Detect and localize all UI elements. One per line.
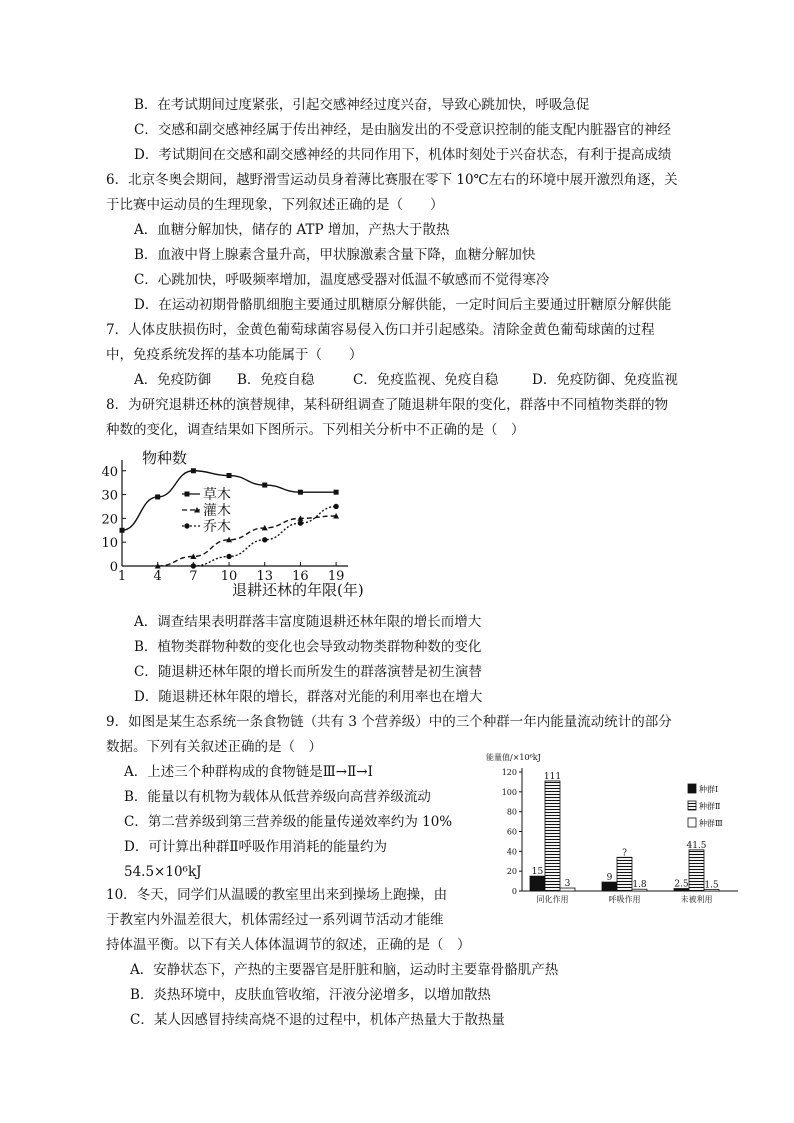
q6-option-b: B．血液中肾上腺素含量升高，甲状腺激素含量下降，血糖分解加快 <box>134 247 536 263</box>
bar-data-label: 41.5 <box>686 840 707 851</box>
line-chart-ytick-label: 10 <box>101 536 118 552</box>
q9-option-a: A．上述三个种群构成的食物链是Ⅲ→Ⅱ→Ⅰ <box>124 764 373 780</box>
q7-option-c: C．免疫监视、免疫自稳 <box>353 372 499 388</box>
q8-option-c: C．随退耕还林年限的增长而所发生的群落演替是初生演替 <box>134 664 482 680</box>
line-point-square <box>191 468 196 473</box>
q7-option-d: D．免疫防御、免疫监视 <box>532 372 678 388</box>
bar-series2-1 <box>545 781 560 891</box>
bar-chart-ytick-label: 0 <box>511 887 517 896</box>
bar-data-label: 3 <box>564 879 571 890</box>
bar-legend-swatch-2 <box>688 801 696 810</box>
bar-series1-2 <box>602 882 617 891</box>
bar-data-label: 15 <box>531 867 544 878</box>
q5-option-c: C．交感和副交感神经属于传出神经，是由脑发出的不受意识控制的能支配内脏器官的神经 <box>134 122 671 138</box>
bar-data-label: 111 <box>543 771 562 782</box>
q6-stem-line2: 于比赛中运动员的生理现象，下列叙述正确的是（ ） <box>106 197 444 213</box>
q5-option-b: B．在考试期间过度紧张，引起交感神经过度兴奋，导致心跳加快，呼吸急促 <box>134 97 590 113</box>
line-point-square <box>298 490 303 495</box>
line-chart-xtick-label: 7 <box>189 569 198 584</box>
bar-data-label: 9 <box>606 873 613 884</box>
line-point-square <box>227 473 232 478</box>
q10-stem-line2: 于教室内外温差很大，机体需经过一系列调节活动才能维 <box>106 912 444 928</box>
bar-category-label: 呼吸作用 <box>608 895 641 904</box>
bar-data-label: 1.8 <box>632 880 647 891</box>
q6-stem-line1: 6．北京冬奥会期间，越野滑雪运动员身着薄比赛服在零下 10℃左右的环境中展开激烈角逐，关 <box>106 172 678 188</box>
line-chart-xtick-label: 13 <box>256 569 274 584</box>
line-point-circle <box>298 520 303 525</box>
q6-option-d: D．在运动初期骨骼肌细胞主要通过肌糖原分解供能，一定时间后主要通过肝糖原分解供能 <box>134 297 672 313</box>
bar-legend-swatch-1 <box>688 784 696 793</box>
q10-stem-line3: 持体温平衡。以下有关人体体温调节的叙述，正确的是（ ） <box>106 937 471 953</box>
bar-category-label: 同化作用 <box>536 895 569 904</box>
line-chart-ytick-label: 40 <box>101 464 118 480</box>
line-point-square <box>120 528 125 533</box>
legend-marker-square <box>185 492 190 497</box>
bar-data-label: 2.5 <box>674 879 689 890</box>
line-chart-xtick-label: 16 <box>292 569 309 584</box>
q7-stem-line2: 中，免疫系统发挥的基本功能属于（ ） <box>106 347 363 363</box>
q6-option-a: A．血糖分解加快，储存的 ATP 增加，产热大于散热 <box>134 222 450 238</box>
line-point-circle <box>262 537 267 542</box>
line-chart-xtick-label: 10 <box>220 569 238 584</box>
q10-option-a: A．安静状态下，产热的主要器官是肝脏和脑，运动时主要靠骨骼肌产热 <box>130 962 559 978</box>
line-chart-ytick-label: 20 <box>101 512 118 528</box>
q9-option-c: C．第二营养级到第三营养级的能量传递效率约为 10% <box>124 814 453 830</box>
line-chart-xtick-label: 4 <box>153 569 162 584</box>
q7-option-b: B．免疫自稳 <box>237 372 315 388</box>
bar-legend-label-3: 种群Ⅲ <box>699 819 723 828</box>
bar-chart-ytick-label: 20 <box>506 867 517 877</box>
q8-option-d: D．随退耕还林年限的增长，群落对光能的利用率也在增大 <box>134 689 483 705</box>
q9-energy-bar-chart <box>482 748 744 904</box>
bar-chart-ytick-label: 40 <box>506 847 517 857</box>
bar-legend-label-1: 种群Ⅰ <box>699 785 719 794</box>
bar-data-label: 1.5 <box>704 880 719 891</box>
bar-chart-ytick-label: 60 <box>506 827 517 837</box>
line-point-square <box>334 490 339 495</box>
q8-species-line-chart <box>100 444 370 604</box>
legend-label-1: 草木 <box>203 487 231 503</box>
q7-option-a: A．免疫防御 <box>134 372 212 388</box>
q10-option-c: C．某人因感冒持续高烧不退的过程中，机体产热量大于散热量 <box>130 1012 505 1028</box>
q9-option-d-line1: D．可计算出种群Ⅱ呼吸作用消耗的能量约为 <box>124 839 387 855</box>
bar-data-label: ? <box>622 848 627 859</box>
bar-chart-ytick-label: 80 <box>506 807 517 817</box>
legend-label-2: 灌木 <box>203 503 231 519</box>
line-chart-ytick-label: 30 <box>101 488 118 504</box>
q10-stem-line1: 10．冬天，同学们从温暖的教室里出来到操场上跑操，由 <box>106 887 448 903</box>
line-chart-series <box>120 468 340 568</box>
q6-option-c: C．心跳加快，呼吸频率增加，温度感受器对低温不敏感而不觉得寒冷 <box>134 272 550 288</box>
q5-option-d: D．考试期间在交感和副交感神经的共同作用下，机体时刻处于兴奋状态，有利于提高成绩 <box>134 147 672 163</box>
bar-category-label: 未被利用 <box>680 895 713 904</box>
q9-option-d-line2: 54.5×10⁶kJ <box>124 864 202 880</box>
bar-series2-3 <box>689 850 704 891</box>
q8-stem-line1: 8．为研究退耕还林的演替规律，某科研组调查了随退耕年限的变化，群落中不同植物类群的物 <box>106 397 669 413</box>
bar-legend-swatch-3 <box>688 818 696 827</box>
bar-series2-2 <box>617 857 632 891</box>
line-chart-ylabel: 物种数 <box>142 449 188 467</box>
bar-legend-label-2: 种群Ⅱ <box>699 802 721 811</box>
line-point-circle <box>226 554 231 559</box>
legend-marker-circle <box>184 523 189 528</box>
bar-series1-1 <box>530 876 545 891</box>
q7-stem-line1: 7．人体皮肤损伤时，金黄色葡萄球菌容易侵入伤口并引起感染。清除金黄色葡萄球菌的过程 <box>106 322 655 338</box>
q8-option-b: B．植物类群物种数的变化也会导致动物类群物种数的变化 <box>134 639 482 655</box>
line-chart-xlabel: 退耕还林的年限(年) <box>232 581 364 599</box>
legend-label-3: 乔木 <box>203 519 231 535</box>
line-chart-xtick-label: 19 <box>327 569 345 584</box>
line-point-square <box>155 494 160 499</box>
line-point-circle <box>191 563 196 568</box>
q9-option-b: B．能量以有机物为载体从低营养级向高营养级流动 <box>124 789 431 805</box>
line-point-square <box>262 483 267 488</box>
line-chart-ytick-label: 0 <box>109 560 118 575</box>
q9-stem-line2: 数据。下列有关叙述正确的是（ ） <box>106 739 322 755</box>
q10-option-b: B．炎热环境中，皮肤血管收缩，汗液分泌增多，以增加散热 <box>130 987 491 1003</box>
bar-chart-ytick-label: 100 <box>501 787 517 797</box>
line-point-circle <box>333 504 338 509</box>
q8-option-a: A．调查结果表明群落丰富度随退耕还林年限的增长而增大 <box>134 614 482 630</box>
line-series-2 <box>158 516 336 566</box>
bar-chart-ylabel: 能量值/×10⁶kJ <box>486 753 541 762</box>
line-chart-xtick-label: 1 <box>117 569 127 584</box>
q8-stem-line2: 种数的变化，调查结果如下图所示。下列相关分析中不正确的是（ ） <box>106 422 525 438</box>
bar-chart-ytick-label: 120 <box>501 768 517 777</box>
q9-stem-line1: 9．如图是某生态系统一条食物链（共有 3 个营养级）中的三个种群一年内能量流动统计的部分 <box>106 714 672 730</box>
